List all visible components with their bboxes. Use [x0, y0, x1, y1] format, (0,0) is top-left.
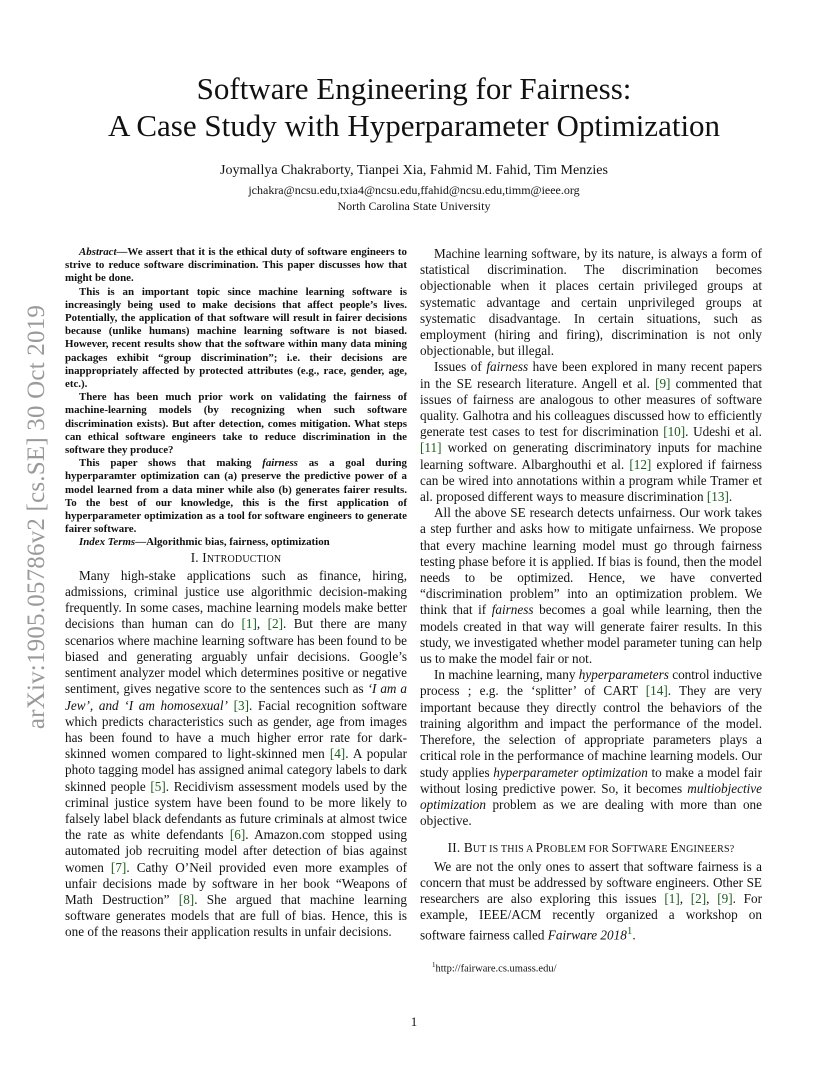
section-number: II. B [447, 840, 473, 856]
title-line-2: A Case Study with Hyperparameter Optimization [107, 108, 721, 143]
abstract [65, 246, 407, 550]
text-span: as a goal during hyperparamter optimization can (a) preserve the predictive power of a model learned from a data miner while also (b) generates fairer results. To the best of our knowledge, this is the first application of hyperparameter optimization as a tool for software engineers to generate fairer software. [65, 457, 408, 536]
text-span: , [706, 890, 718, 906]
section-title-part: ROBLEM FOR [543, 844, 612, 856]
citation-link[interactable]: [5] [150, 778, 166, 794]
text-span: . For example, IEEE/ACM recently organized a workshop on software fairness called [420, 890, 763, 943]
section-1 [65, 550, 407, 941]
italic-span: hyperparameter optimization [493, 764, 648, 780]
citation-link[interactable]: [12] [629, 456, 652, 472]
citation-link[interactable]: [2] [690, 890, 707, 906]
text-span: This paper shows that making [79, 457, 263, 470]
abstract-lead: Abstract [79, 246, 117, 258]
italic-span: multiobjective optimization [420, 780, 762, 812]
section-title-part: P [535, 840, 544, 856]
footnote-mark: 1 [432, 961, 436, 969]
index-terms-text: —Algorithmic bias, fairness, optimization [135, 536, 330, 549]
paragraph [420, 859, 762, 944]
text-span: . Recidivism assessment models used by the criminal justice system have been found to be more likely to falsely label black defendants as future criminals at almost twice the rate as white defendants [65, 778, 407, 843]
section-number: I. I [190, 549, 207, 565]
section-title-part: UT IS THIS A [472, 844, 536, 856]
abstract-p3: There has been much prior work on validating the fairness of machine-learning models (by recognizing when such software discrimination exists). But after detection, comes mitigation. What steps can ethical software engineers take to reduce discrimination in the software they produce? [65, 391, 407, 457]
citation-link[interactable]: [2] [267, 616, 284, 632]
citation-link[interactable]: [10] [663, 424, 686, 440]
section-title-part: NGINEERS? [678, 844, 735, 856]
text-span: Issues of [434, 359, 487, 375]
text-span: control inductive process ; e.g. the ‘splitter’ of CART [420, 667, 762, 699]
abstract-p1 [65, 246, 407, 286]
citation-link[interactable]: [4] [329, 746, 346, 762]
section-heading [420, 840, 762, 858]
section-title: NTRODUCTION [206, 553, 282, 565]
text-span: . But there are many scenarios where machine learning software has been found to be biased and generating arguably unfair decisions. Google’s sentiment analyzer model which determines positive or negative sentiment, gives negative score to the sentences such as [65, 616, 408, 697]
abstract-p4 [65, 457, 407, 536]
footnote [432, 961, 557, 975]
text-span: commented that issues of fairness are analogous to other measures of software quality. Galhotra and his colleagues discussed how to efficiently generate test cases to test for discrimination [420, 375, 762, 440]
left-column [65, 246, 407, 941]
text-span: We are not the only ones to assert that software fairness is a concern that must be addressed by software engineers. Other SE researchers are also exploring this issues [420, 858, 762, 906]
citation-link[interactable]: [11] [420, 440, 442, 456]
title-line-1: Software Engineering for Fairness: [196, 71, 632, 106]
italic-span: hyperparameters [578, 667, 669, 683]
italic-span: fairness [491, 602, 534, 618]
text-span: . Udeshi et al. [685, 424, 762, 440]
paper-title [0, 70, 828, 144]
citation-link[interactable]: [9] [717, 890, 733, 906]
text-span: . [632, 927, 636, 943]
paragraph: Machine learning software, by its nature, is always a form of statistical discrimination. The discrimination becomes objectionable when it places certain privileged groups at systematic advantage and certain unprivileged groups at systematic disadvantage. In certain situations, such as employment (hiring and firing), discrimination is not only objectionable, but illegal. [420, 246, 762, 359]
arxiv-stamp [20, 262, 54, 772]
text-span: , [679, 890, 691, 906]
text-span: explored if fairness can be wired into annotations within a program while Tramer et al. proposed different ways to measure discrimination [420, 456, 762, 505]
paragraph [420, 505, 762, 667]
text-span: . Cathy O’Neil provided even more examples of unfair decisions made by software in her book “Weapons of Math Destruction” [65, 859, 407, 907]
citation-link[interactable]: [8] [178, 891, 195, 907]
text-span: to make a model fair without losing predictive power. So, it becomes [420, 764, 762, 796]
text-span: . They are very important because they directly control the behaviors of the training algorithm and impact the performance of the model. Therefore, the selection of appropriate parameters plays a critical role in the performance of machine learning models. Our study applies [420, 683, 762, 780]
affiliation: North Carolina State University [337, 199, 491, 213]
text-span: Many high-stake applications such as finance, hiring, admissions, criminal justice use algorithmic decision-making frequently. In some cases, machine learning models make better decisions than human can do [65, 567, 407, 632]
index-terms-lead: Index Terms [79, 536, 136, 549]
authors: Joymallya Chakraborty, Tianpei Xia, Fahmid M. Fahid, Tim Menzies [220, 163, 608, 178]
text-span: have been explored in many recent papers in the SE research literature. Angell et al. [420, 359, 762, 391]
citation-link[interactable]: [9] [655, 375, 671, 391]
abstract-p2: This is an important topic since machine learning software is increasingly being used to make decisions that affect people’s lives. Potentially, the application of that software will result in fairer decisions because (unlike humans) machine learning software is not biased. However, recent results show that the software within many data mining packages exhibit “group discrimination”; i.e. their decisions are inappropriately affected by protected attributes (e.g., race, gender, age, etc.). [65, 285, 407, 391]
right-column [420, 246, 762, 944]
text-span: , [256, 616, 268, 632]
citation-link[interactable]: [7] [110, 859, 127, 875]
italic-span: fairness [262, 457, 298, 470]
text-span: . She argued that machine learning software generates models that are full of bias. Hence, this is one of the reasons their application results in unfair decisions. [65, 891, 407, 940]
text-span: becomes a goal while learning, then the models created in that way will generate fairer results. In this study, we investigated whether model parameter tuning can help us to make the model fair or not. [420, 602, 762, 667]
italic-span: Fairware 2018 [547, 927, 627, 943]
page-number: 1 [410, 1014, 418, 1029]
footnote-link[interactable]: 1 [626, 925, 633, 938]
footnote-url[interactable]: http://fairware.cs.umass.edu/ [435, 963, 557, 975]
citation-link[interactable]: [13] [706, 489, 729, 505]
text-span: . A popular photo tagging model has assigned animal category labels to dark skinned people [65, 746, 407, 794]
text-span: All the above SE research detects unfairness. Our work takes a step further and asks how to mitigate unfairness. We propose that every machine learning model must go through fairness testing phase before it is applied. If bias is found, then the model needs to be optimized. Hence, we have converted “discrimination problem” into an optimization problem. We think that if [420, 505, 762, 618]
citation-link[interactable]: [6] [229, 827, 246, 843]
emails: jchakra@ncsu.edu,txia4@ncsu.edu,ffahid@ncsu.edu,timm@ieee.org [248, 183, 580, 197]
text-span: . Amazon.com stopped using automated job recruiting model after detection of bias against women [65, 827, 407, 875]
italic-span: fairness [486, 359, 529, 375]
section-heading [65, 550, 407, 568]
citation-link[interactable]: [3] [233, 697, 250, 713]
text-span: problem as we are dealing with more than one objective. [420, 796, 762, 829]
section-title-part: S [611, 840, 620, 856]
text-span: . [728, 489, 733, 505]
text-span: worked on generating discriminatory inputs for machine learning software. Albarghouthi et al. [420, 440, 762, 472]
abstract-text: —We assert that it is the ethical duty of software engineers to strive to reduce software discrimination. This paper discusses how that might be done. [65, 246, 407, 285]
paragraph [420, 359, 762, 505]
citation-link[interactable]: [1] [664, 890, 680, 906]
paragraph [420, 667, 762, 829]
intro-paragraph [65, 568, 407, 941]
citation-link[interactable]: [1] [241, 616, 257, 632]
text-span: . Facial recognition software which predicts characteristics such as gender, age from images has been found to have a much higher error rate for dark-skinned women compared to light-skinned men [65, 697, 408, 762]
text-span: In machine learning, many [434, 667, 579, 683]
section-title-part: OFTWARE [619, 844, 671, 856]
section-title-part: E [670, 840, 679, 856]
italic-span: ‘I am a Jew’, and ‘I am homosexual’ [65, 681, 407, 713]
citation-link[interactable]: [14] [645, 683, 668, 699]
arxiv-stamp-text: arXiv:1905.05786v2 [cs.SE] 30 Oct 2019 [23, 304, 50, 730]
index-terms [65, 536, 407, 549]
